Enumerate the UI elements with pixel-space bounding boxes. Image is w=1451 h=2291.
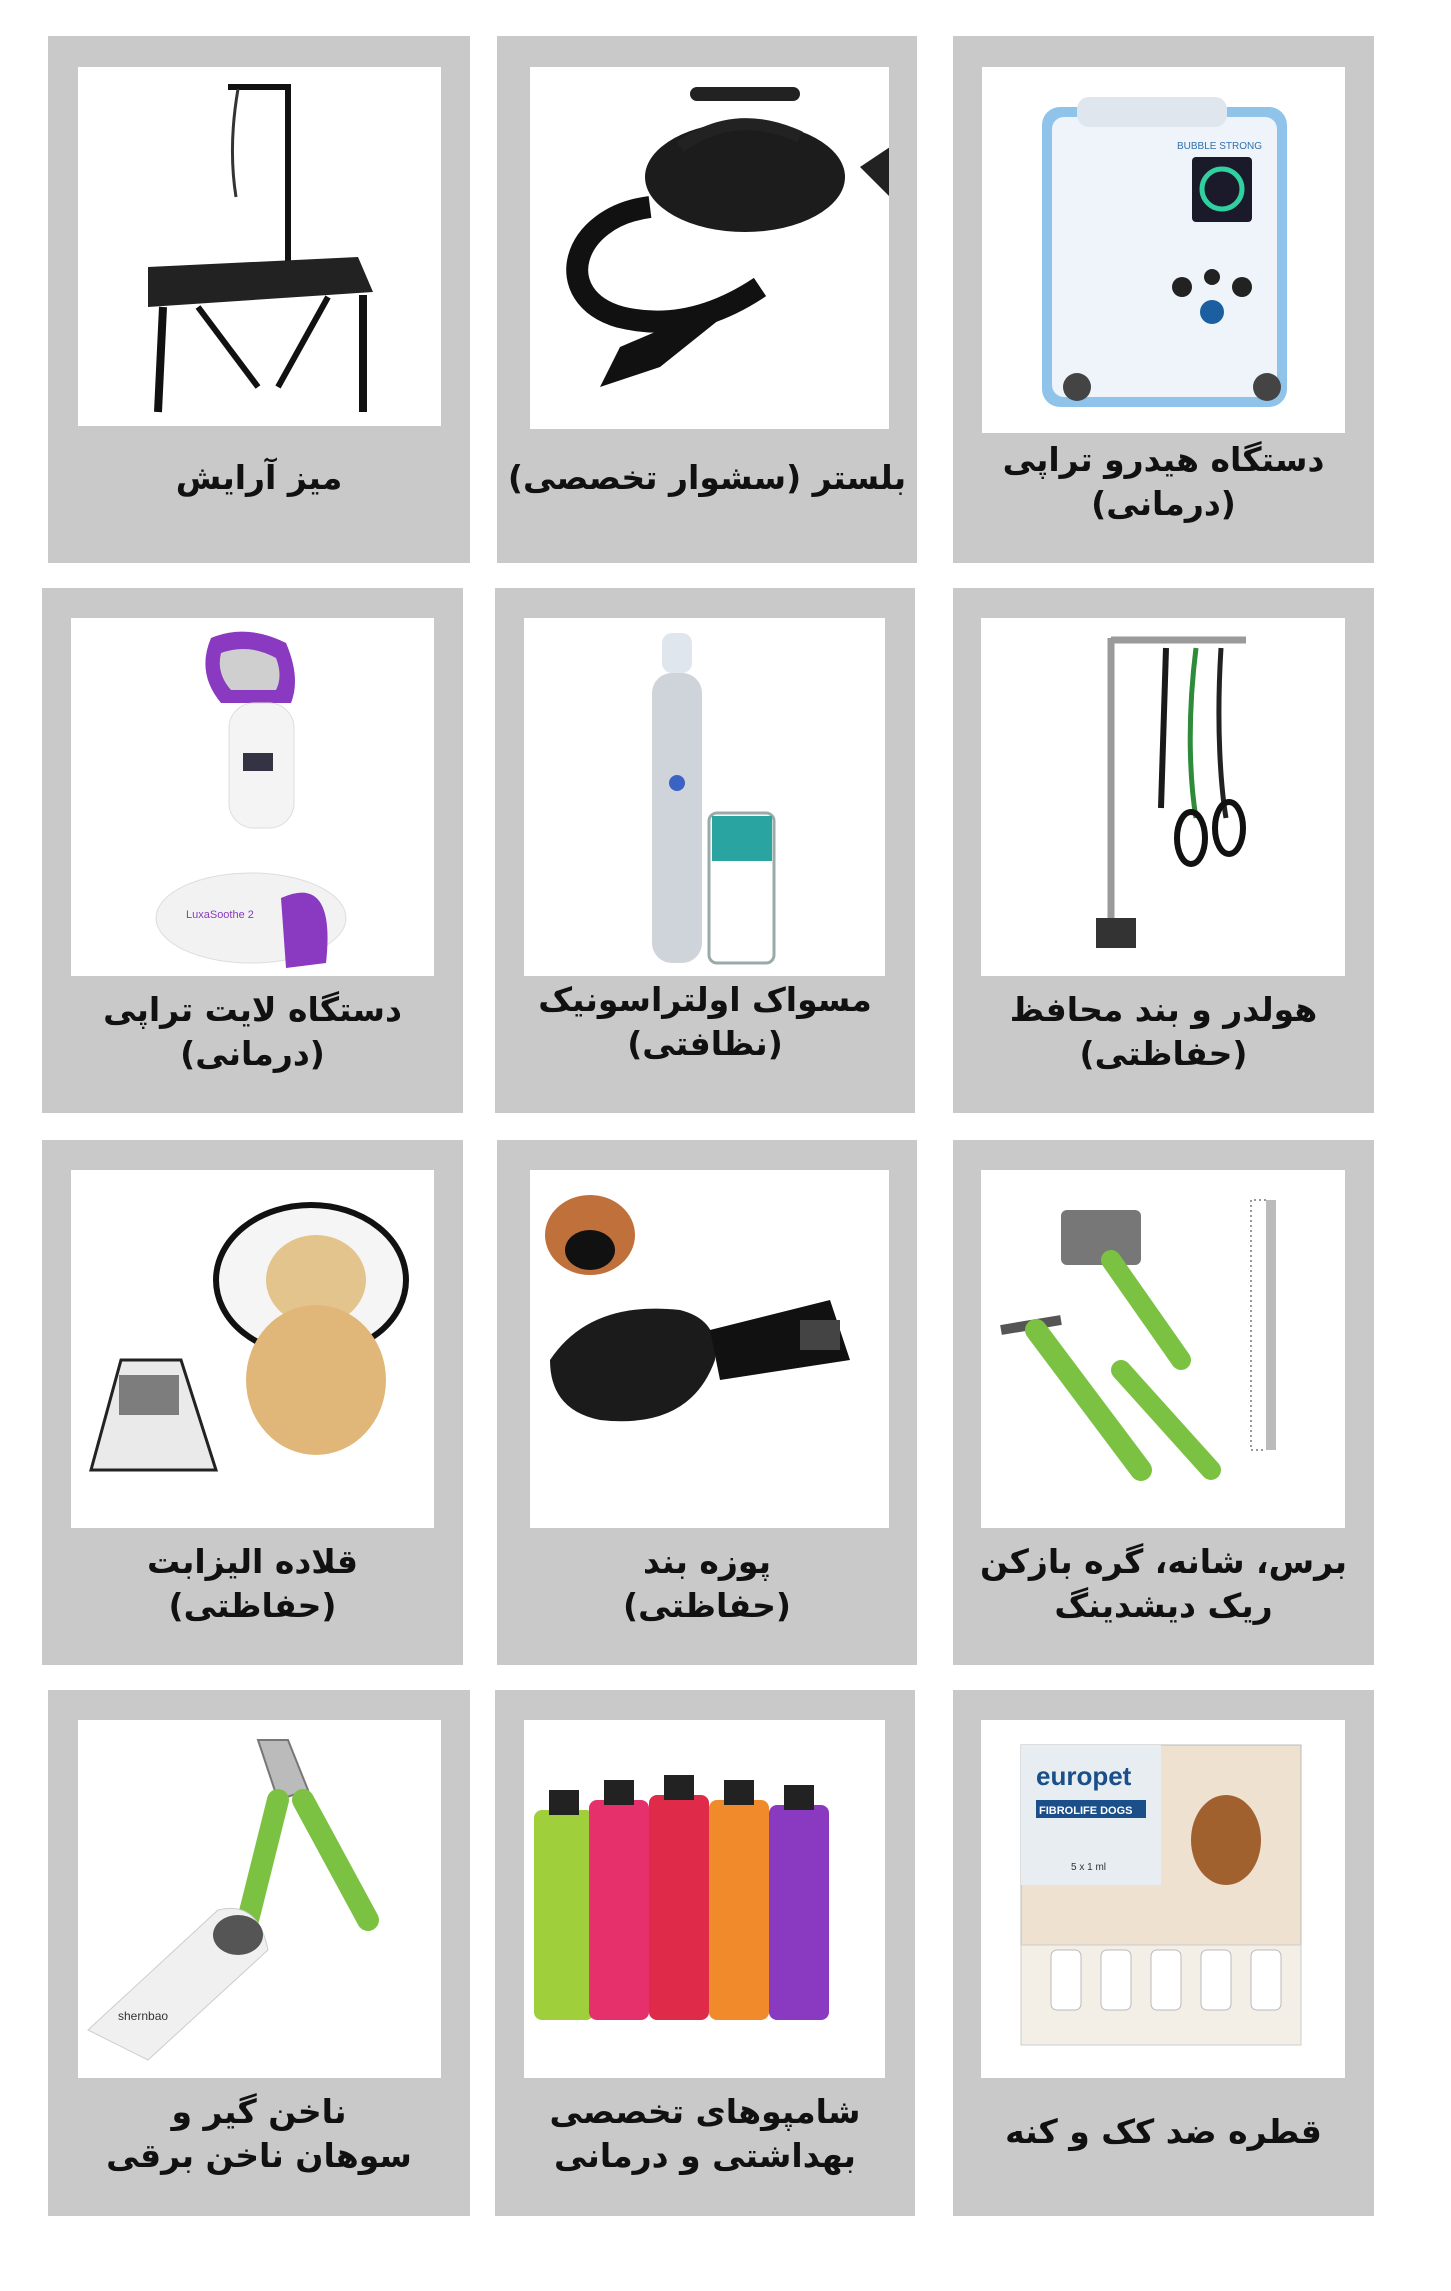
product-card-ultrasonic-toothbrush[interactable] (495, 588, 915, 1113)
ultrasonic-toothbrush-label: مسواک اولتراسونیک (نظافتی) (538, 980, 872, 1063)
product-card-light-therapy[interactable] (42, 588, 463, 1113)
shampoos-label: شامپوهای تخصصی بهداشتی و درمانی (549, 2092, 861, 2175)
light-therapy-brand: LuxaSoothe 2 (186, 909, 254, 921)
holder-label: هولدر و بند محافظ (حفاظتی) (1009, 990, 1318, 1073)
nail-clipper-brand: shernbao (118, 2009, 169, 2023)
flea-drops-dose: 5 x 1 ml (1071, 1862, 1107, 1873)
ultrasonic-toothbrush-image (524, 618, 885, 976)
product-card-brush-comb[interactable] (953, 1140, 1374, 1665)
light-therapy-image (71, 618, 434, 976)
product-card-hydrotherapy[interactable] (953, 36, 1374, 563)
grooming-table-image (78, 67, 441, 426)
blaster-image (530, 67, 889, 429)
product-card-elizabethan-collar[interactable] (42, 1140, 463, 1665)
flea-drops-label: قطره ضد کک و کنه (1005, 2112, 1322, 2151)
brush-comb-label: برس، شانه، گره بازکن ریک دیشدینگ (979, 1542, 1348, 1625)
product-card-holder[interactable] (953, 588, 1374, 1113)
product-card-flea-drops[interactable] (953, 1690, 1374, 2216)
hydrotherapy-brand: BUBBLE STRONG (1177, 141, 1263, 152)
blaster-label: بلستر (سشوار تخصصی) (507, 458, 907, 497)
elizabethan-collar-image (71, 1170, 434, 1528)
product-card-muzzle[interactable] (497, 1140, 917, 1665)
nail-clipper-image (78, 1720, 441, 2078)
grooming-table-label: میز آرایش (175, 458, 343, 497)
product-card-grooming-table[interactable] (48, 36, 470, 563)
product-card-blaster[interactable] (497, 36, 917, 563)
muzzle-image (530, 1170, 889, 1528)
brush-comb-image (981, 1170, 1345, 1528)
holder-image (981, 618, 1345, 976)
hydrotherapy-image (982, 67, 1345, 433)
flea-drops-brand: europet (1036, 1761, 1132, 1791)
elizabethan-collar-label: قلاده الیزابت (حفاظتی) (147, 1542, 358, 1625)
shampoos-image (524, 1720, 885, 2078)
light-therapy-label: دستگاه لایت تراپی (درمانی) (103, 990, 402, 1073)
nail-clipper-label: ناخن گیر و سوهان ناخن برقی (106, 2092, 412, 2175)
flea-drops-image (981, 1720, 1345, 2078)
product-card-nail-clipper[interactable] (48, 1690, 470, 2216)
hydrotherapy-label: دستگاه هیدرو تراپی (درمانی) (1002, 440, 1325, 523)
muzzle-label: پوزه بند (حفاظتی) (622, 1542, 792, 1625)
product-card-shampoos[interactable] (495, 1690, 915, 2216)
flea-drops-box-title: FIBROLIFE DOGS (1039, 1805, 1133, 1817)
